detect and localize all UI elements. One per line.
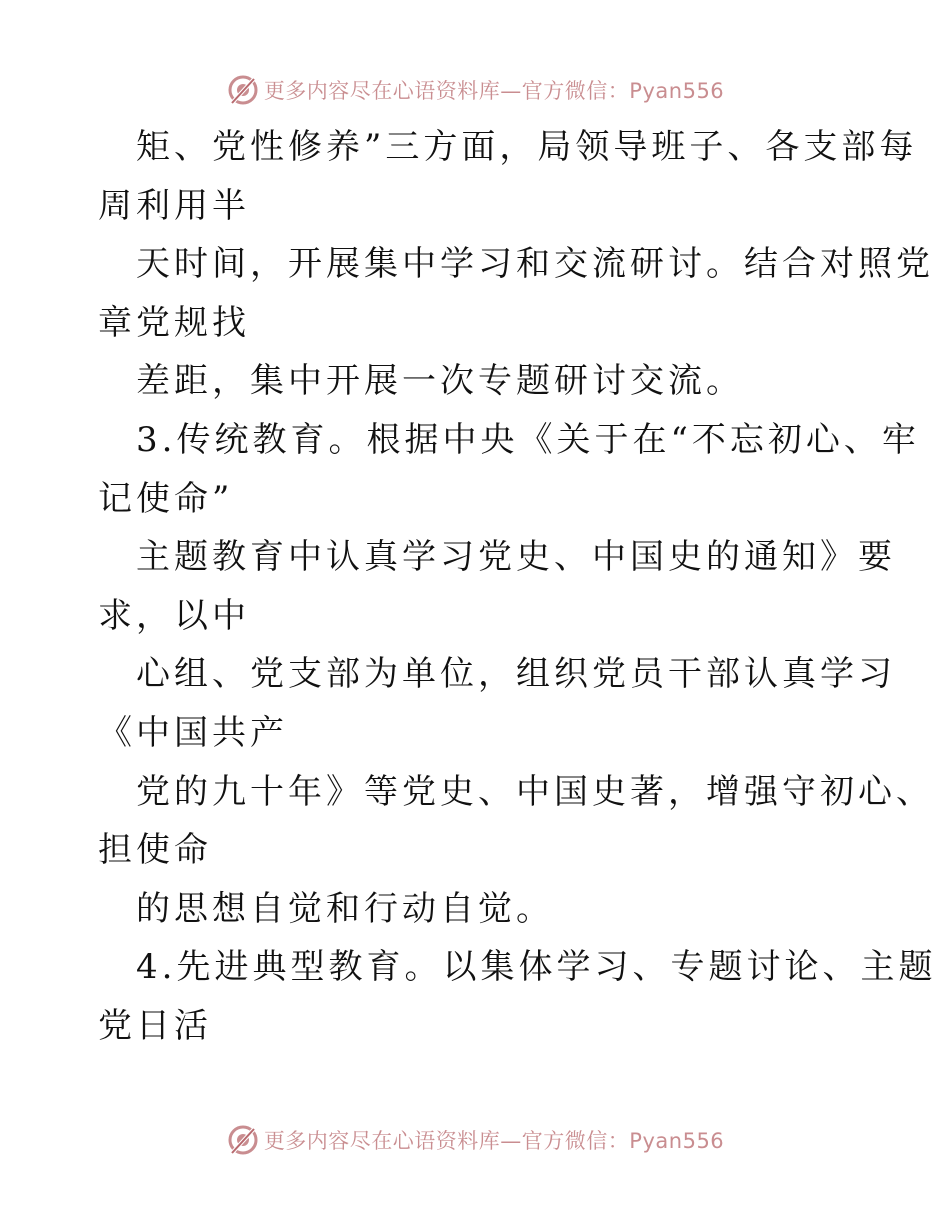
text-line: 章党规找 — [98, 302, 250, 343]
pen-logo-icon — [226, 1123, 260, 1157]
header-watermark-text: 更多内容尽在心语资料库—官方微信：Pyan556 — [263, 79, 725, 103]
text-line: 的思想自觉和行动自觉。 — [136, 888, 554, 929]
text-line: 3.传统教育。根据中央《关于在“不忘初心、牢 — [136, 419, 920, 460]
text-line: 主题教育中认真学习党史、中国史的通知》要 — [136, 537, 896, 578]
text-line: 记使命” — [98, 478, 234, 519]
footer-watermark — [0, 1120, 950, 1160]
text-line: 天时间，开展集中学习和交流研讨。结合对照党 — [136, 244, 934, 285]
document-body — [98, 118, 937, 1056]
text-line: 《中国共产 — [98, 712, 288, 753]
text-line: 担使命 — [98, 830, 212, 871]
text-line: 4.先进典型教育。以集体学习、专题讨论、主题 — [136, 947, 937, 988]
text-line: 求，以中 — [98, 595, 250, 636]
text-line: 差距，集中开展一次专题研讨交流。 — [136, 361, 744, 402]
footer-watermark-text: 更多内容尽在心语资料库—官方微信：Pyan556 — [263, 1129, 725, 1153]
text-line: 周利用半 — [98, 185, 250, 226]
header-watermark — [0, 70, 950, 110]
text-line: 心组、党支部为单位，组织党员干部认真学习 — [136, 654, 896, 695]
text-line: 党日活 — [98, 1005, 212, 1046]
pen-logo-icon — [226, 73, 260, 107]
text-line: 矩、党性修养”三方面，局领导班子、各支部每 — [136, 127, 918, 167]
text-line: 党的九十年》等党史、中国史著，增强守初心、 — [136, 771, 934, 812]
